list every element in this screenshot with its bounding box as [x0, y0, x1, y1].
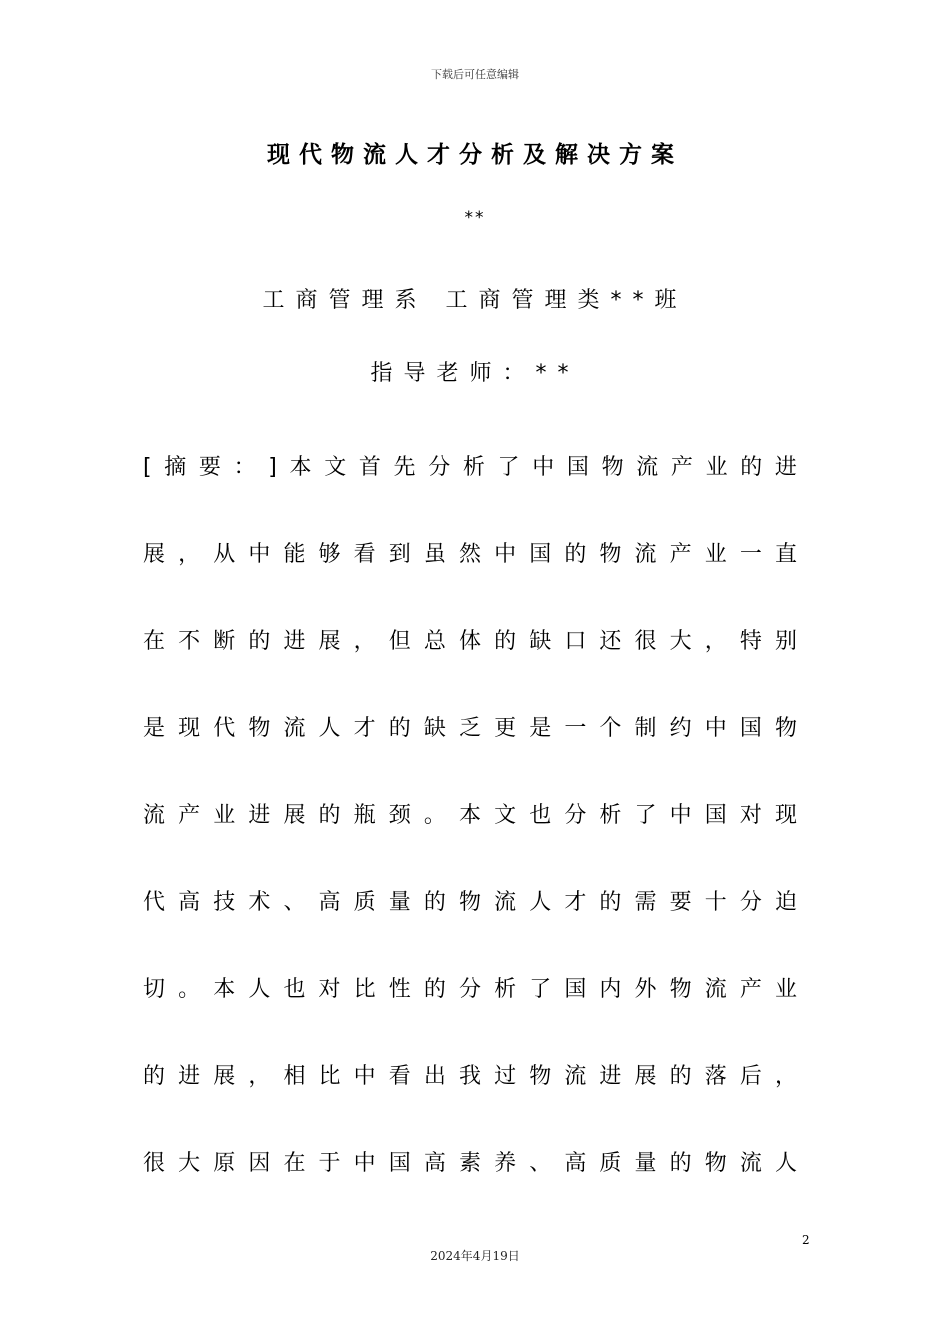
advisor-line: 指导老师：**: [370, 361, 580, 386]
abstract-block: [143, 446, 797, 1229]
abstract-line: 是 现 代 物 流 人 才 的 缺 乏 更 是 一 个 制 约 中 国 物: [143, 716, 797, 741]
page-number: 2: [802, 1233, 810, 1247]
document-title: 现代物流人才分析及解决方案: [267, 142, 683, 168]
author-line: **: [464, 208, 486, 228]
header-note: 下载后可任意编辑: [431, 68, 519, 81]
abstract-line: 很 大 原 因 在 于 中 国 高 素 养 、 高 质 量 的 物 流 人: [143, 1151, 797, 1176]
abstract-line: 展 ， 从 中 能 够 看 到 虽 然 中 国 的 物 流 产 业 一 直: [143, 542, 797, 567]
footer-date: 2024年4月19日: [430, 1249, 520, 1263]
abstract-line: 流 产 业 进 展 的 瓶 颈 。 本 文 也 分 析 了 中 国 对 现: [143, 803, 797, 828]
abstract-line: 在 不 断 的 进 展 ， 但 总 体 的 缺 口 还 很 大 ， 特 别: [143, 629, 797, 654]
abstract-line: [ 摘 要 ： ] 本 文 首 先 分 析 了 中 国 物 流 产 业 的 进: [143, 455, 797, 480]
abstract-line: 切 。 本 人 也 对 比 性 的 分 析 了 国 内 外 物 流 产 业: [143, 977, 797, 1002]
department-line: 工商管理系 工商管理类**班: [262, 288, 688, 313]
abstract-line: 代 高 技 术 、 高 质 量 的 物 流 人 才 的 需 要 十 分 迫: [143, 890, 797, 915]
abstract-line: 的 进 展 ， 相 比 中 看 出 我 过 物 流 进 展 的 落 后 ，: [143, 1064, 797, 1089]
